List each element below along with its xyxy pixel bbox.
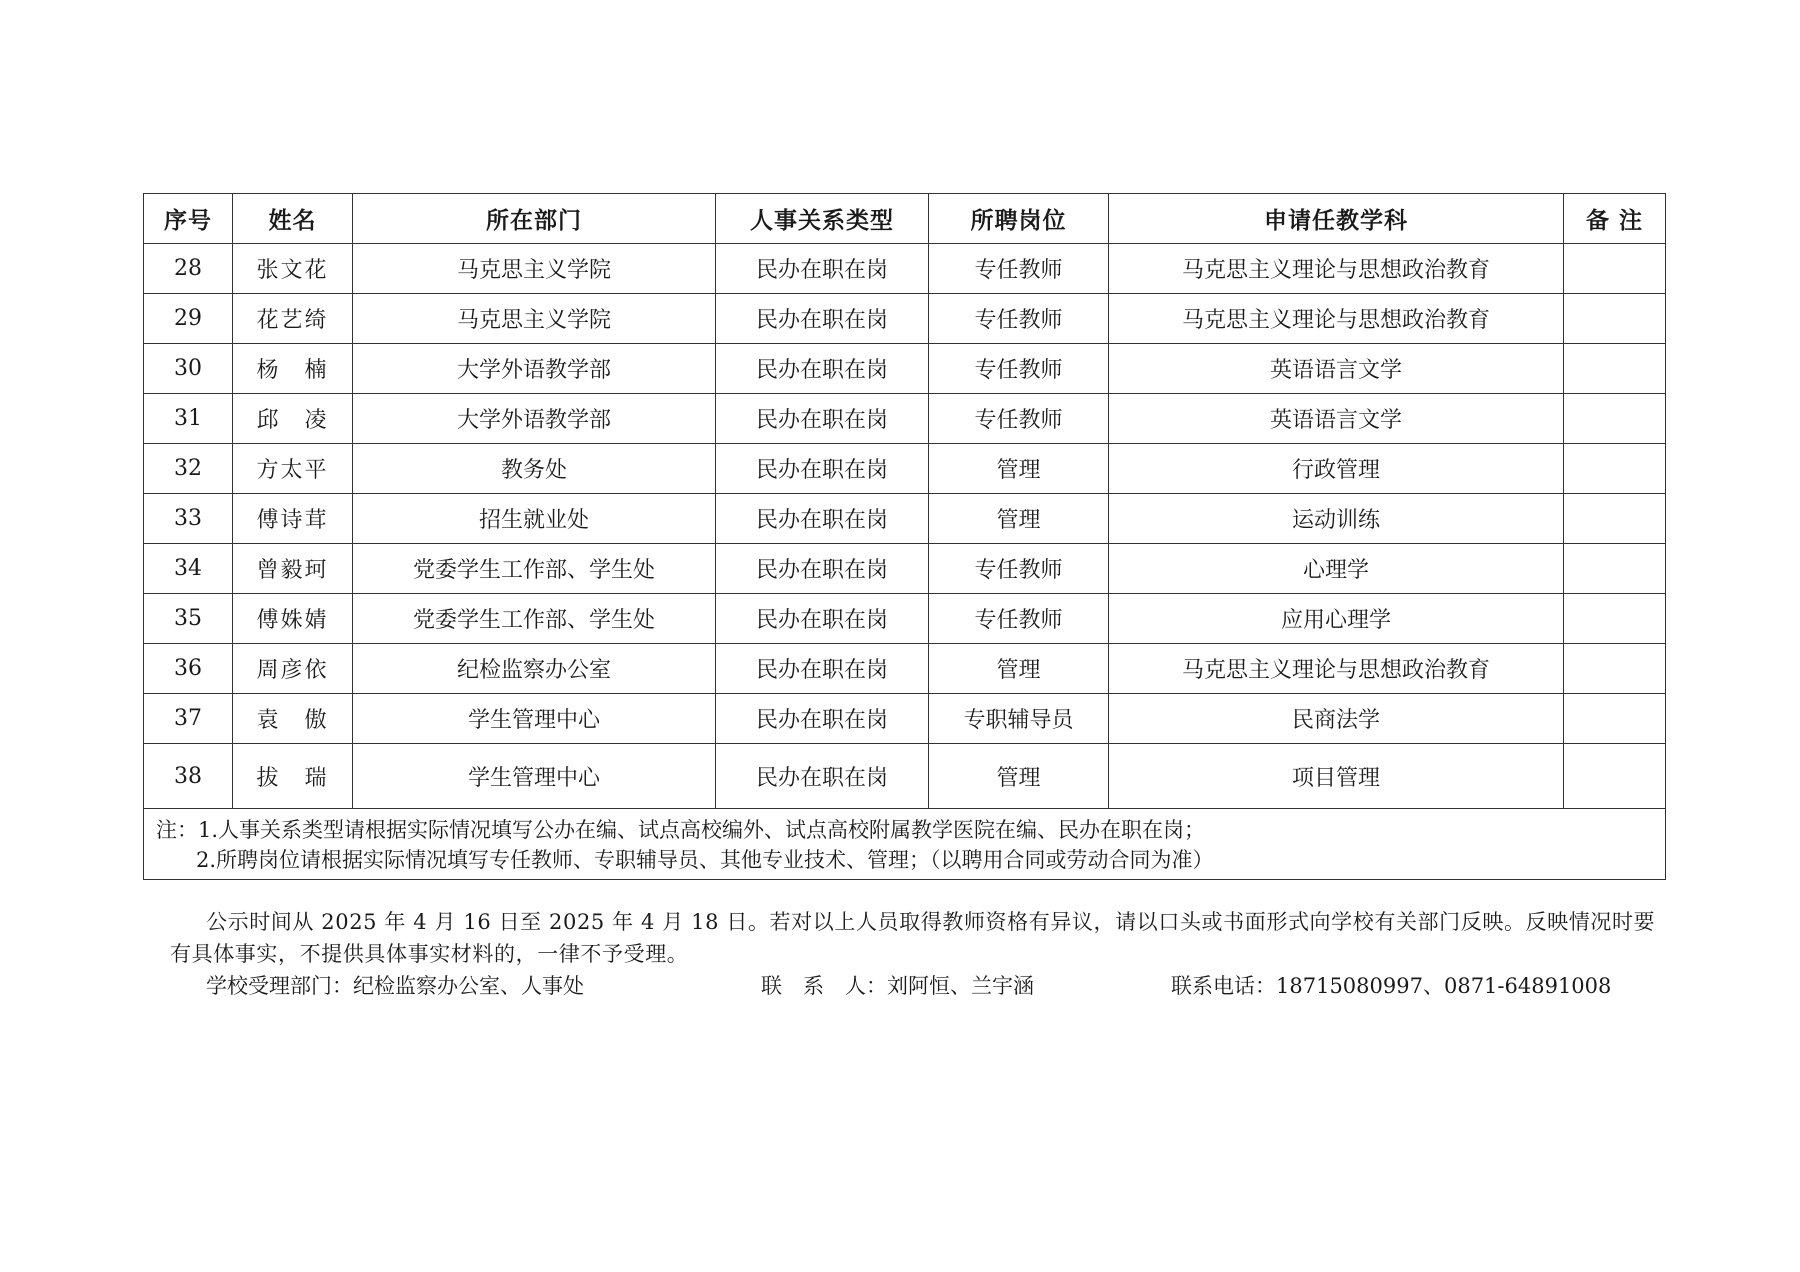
cell-name: 花艺绮 (233, 294, 353, 344)
cell-post: 专任教师 (929, 594, 1109, 644)
cell-subject: 马克思主义理论与思想政治教育 (1109, 294, 1564, 344)
header-dept: 所在部门 (353, 194, 716, 244)
cell-no: 34 (144, 544, 233, 594)
cell-type: 民办在职在岗 (716, 644, 929, 694)
cell-dept: 马克思主义学院 (353, 244, 716, 294)
cell-name: 傅姝婧 (233, 594, 353, 644)
cell-post: 管理 (929, 444, 1109, 494)
table-row (144, 544, 1666, 594)
table-row (144, 444, 1666, 494)
cell-remark (1564, 544, 1666, 594)
cell-name: 杨 楠 (233, 344, 353, 394)
cell-remark (1564, 394, 1666, 444)
note-line-2: 2.所聘岗位请根据实际情况填写专任教师、专职辅导员、其他专业技术、管理；（以聘用合同或劳动合同为准） (196, 848, 1214, 872)
cell-type: 民办在职在岗 (716, 394, 929, 444)
header-remark: 备 注 (1564, 194, 1666, 244)
cell-remark (1564, 494, 1666, 544)
cell-post: 专任教师 (929, 244, 1109, 294)
header-post: 所聘岗位 (929, 194, 1109, 244)
cell-name: 拔 瑞 (233, 744, 353, 809)
cell-dept: 教务处 (353, 444, 716, 494)
cell-no: 31 (144, 394, 233, 444)
table-notes-row (144, 809, 1666, 880)
cell-dept: 党委学生工作部、学生处 (353, 544, 716, 594)
cell-subject: 民商法学 (1109, 694, 1564, 744)
cell-post: 专任教师 (929, 544, 1109, 594)
cell-no: 33 (144, 494, 233, 544)
cell-name: 曾毅珂 (233, 544, 353, 594)
cell-type: 民办在职在岗 (716, 344, 929, 394)
receiving-department: 学校受理部门：纪检监察办公室、人事处 (206, 974, 584, 998)
cell-no: 28 (144, 244, 233, 294)
cell-subject: 英语语言文学 (1109, 344, 1564, 394)
cell-remark (1564, 444, 1666, 494)
cell-remark (1564, 344, 1666, 394)
contact-phone: 联系电话：18715080997、0871-64891008 (1171, 974, 1612, 998)
cell-post: 管理 (929, 494, 1109, 544)
cell-remark (1564, 244, 1666, 294)
note-line-1: 注：1.人事关系类型请根据实际情况填写公办在编、试点高校编外、试点高校附属教学医院在编、民办在职在岗； (156, 818, 1206, 842)
table-row (144, 594, 1666, 644)
cell-remark (1564, 694, 1666, 744)
notice-paragraph: 公示时间从 2025 年 4 月 16 日至 2025 年 4 月 18 日。若对以上人员取得教师资格有异议，请以口头或书面形式向学校有关部门反映。反映情况时要有具体事实，不提供具体事实材料的，一律不予受理。 (170, 910, 1656, 966)
cell-type: 民办在职在岗 (716, 544, 929, 594)
cell-name: 周彦依 (233, 644, 353, 694)
header-subject: 申请任教学科 (1109, 194, 1564, 244)
header-no: 序号 (144, 194, 233, 244)
cell-type: 民办在职在岗 (716, 444, 929, 494)
cell-remark (1564, 644, 1666, 694)
table-row (144, 294, 1666, 344)
table-row (144, 644, 1666, 694)
cell-subject: 应用心理学 (1109, 594, 1564, 644)
cell-no: 38 (144, 744, 233, 809)
cell-post: 专职辅导员 (929, 694, 1109, 744)
cell-subject: 心理学 (1109, 544, 1564, 594)
cell-remark (1564, 744, 1666, 809)
table-row (144, 694, 1666, 744)
cell-subject: 行政管理 (1109, 444, 1564, 494)
cell-post: 专任教师 (929, 294, 1109, 344)
cell-dept: 党委学生工作部、学生处 (353, 594, 716, 644)
header-type: 人事关系类型 (716, 194, 929, 244)
table-row (144, 344, 1666, 394)
cell-subject: 项目管理 (1109, 744, 1564, 809)
table-notes (144, 809, 1666, 880)
cell-dept: 马克思主义学院 (353, 294, 716, 344)
cell-name: 邱 凌 (233, 394, 353, 444)
cell-type: 民办在职在岗 (716, 744, 929, 809)
cell-no: 30 (144, 344, 233, 394)
table-row (144, 744, 1666, 809)
table-row (144, 244, 1666, 294)
cell-no: 32 (144, 444, 233, 494)
contact-line (170, 970, 1660, 1002)
cell-no: 37 (144, 694, 233, 744)
table-header-row (144, 194, 1666, 244)
cell-post: 管理 (929, 644, 1109, 694)
cell-type: 民办在职在岗 (716, 244, 929, 294)
cell-dept: 大学外语教学部 (353, 344, 716, 394)
cell-type: 民办在职在岗 (716, 694, 929, 744)
cell-subject: 运动训练 (1109, 494, 1564, 544)
cell-type: 民办在职在岗 (716, 594, 929, 644)
cell-post: 专任教师 (929, 344, 1109, 394)
cell-dept: 招生就业处 (353, 494, 716, 544)
cell-dept: 学生管理中心 (353, 694, 716, 744)
header-name: 姓名 (233, 194, 353, 244)
cell-no: 29 (144, 294, 233, 344)
cell-dept: 学生管理中心 (353, 744, 716, 809)
cell-dept: 大学外语教学部 (353, 394, 716, 444)
cell-subject: 马克思主义理论与思想政治教育 (1109, 644, 1564, 694)
cell-no: 35 (144, 594, 233, 644)
cell-name: 傅诗茸 (233, 494, 353, 544)
teacher-qualification-table (143, 193, 1666, 880)
cell-remark (1564, 294, 1666, 344)
cell-type: 民办在职在岗 (716, 294, 929, 344)
table-row (144, 394, 1666, 444)
contact-person: 联 系 人：刘阿恒、兰宇涵 (761, 974, 1034, 998)
cell-post: 专任教师 (929, 394, 1109, 444)
cell-dept: 纪检监察办公室 (353, 644, 716, 694)
cell-post: 管理 (929, 744, 1109, 809)
cell-name: 袁 傲 (233, 694, 353, 744)
cell-no: 36 (144, 644, 233, 694)
table-row (144, 494, 1666, 544)
cell-remark (1564, 594, 1666, 644)
cell-name: 张文花 (233, 244, 353, 294)
cell-type: 民办在职在岗 (716, 494, 929, 544)
cell-name: 方太平 (233, 444, 353, 494)
cell-subject: 英语语言文学 (1109, 394, 1564, 444)
public-notice (170, 906, 1660, 1002)
cell-subject: 马克思主义理论与思想政治教育 (1109, 244, 1564, 294)
